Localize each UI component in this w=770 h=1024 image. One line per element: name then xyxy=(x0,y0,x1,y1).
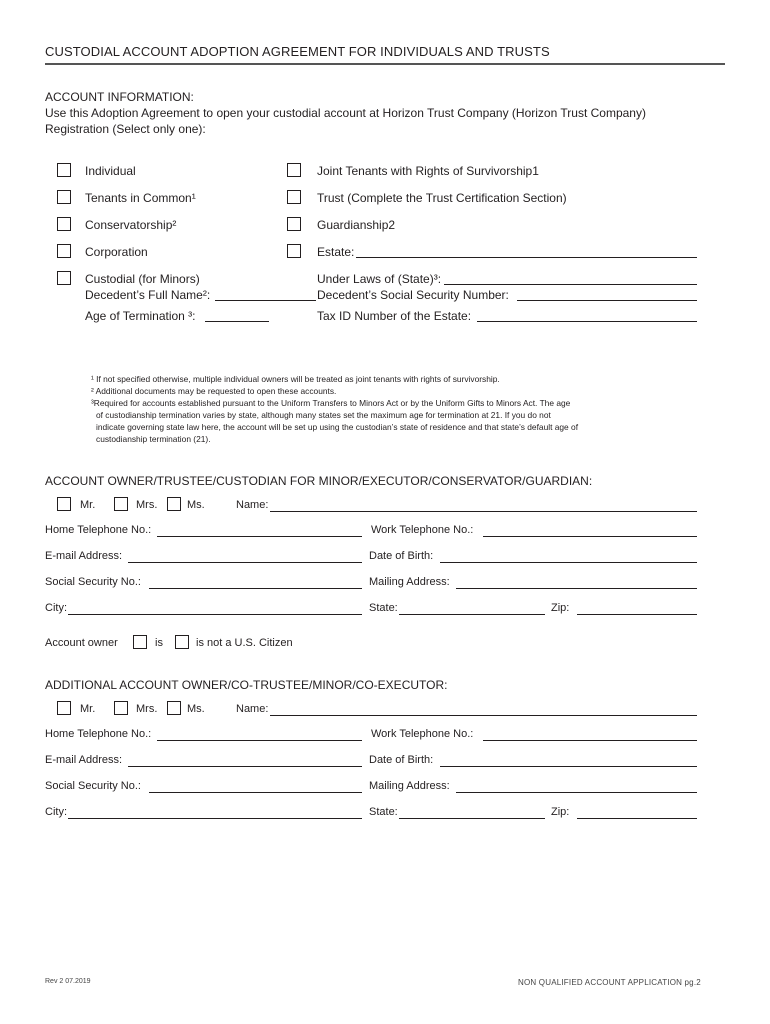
additional-work-phone-field[interactable] xyxy=(483,740,697,741)
citizen-prefix-label: Account owner xyxy=(45,637,118,649)
additional-mailing-field[interactable] xyxy=(456,792,697,793)
trust-label: Trust (Complete the Trust Certification Section) xyxy=(317,191,567,205)
page-title: CUSTODIAL ACCOUNT ADOPTION AGREEMENT FOR INDIVIDUALS AND TRUSTS xyxy=(45,44,550,59)
corporation-checkbox[interactable] xyxy=(57,244,71,258)
owner-state-label: State: xyxy=(369,602,398,614)
corporation-label: Corporation xyxy=(85,245,148,259)
joint-tenants-label: Joint Tenants with Rights of Survivorship1 xyxy=(317,164,539,178)
owner-name-label: Name: xyxy=(236,499,269,511)
owner-zip-field[interactable] xyxy=(577,614,697,615)
additional-heading: ADDITIONAL ACCOUNT OWNER/CO-TRUSTEE/MINOR/CO-EXECUTOR: xyxy=(45,678,448,692)
additional-work-phone-label: Work Telephone No.: xyxy=(371,728,474,740)
additional-name-field[interactable] xyxy=(270,715,697,716)
owner-mr-checkbox[interactable] xyxy=(57,497,71,511)
tenants-in-common-checkbox[interactable] xyxy=(57,190,71,204)
footnote-1: ¹ If not specified otherwise, multiple individual owners will be treated as joint tenants with rights of survivorship. xyxy=(91,374,500,384)
owner-home-phone-field[interactable] xyxy=(157,536,362,537)
additional-mrs-checkbox[interactable] xyxy=(114,701,128,715)
page-footer: NON QUALIFIED ACCOUNT APPLICATION pg.2 xyxy=(518,978,701,987)
additional-zip-field[interactable] xyxy=(577,818,697,819)
tax-id-label: Tax ID Number of the Estate: xyxy=(317,309,472,323)
guardianship-checkbox[interactable] xyxy=(287,217,301,231)
under-laws-label: Under Laws of (State)³: xyxy=(317,272,442,286)
additional-mrs-label: Mrs. xyxy=(136,703,158,715)
guardianship-label: Guardianship2 xyxy=(317,218,396,232)
additional-mailing-label: Mailing Address: xyxy=(369,780,450,792)
footnote-2: ² Additional documents may be requested to open these accounts. xyxy=(91,386,337,396)
owner-name-field[interactable] xyxy=(270,511,697,512)
owner-ms-label: Ms. xyxy=(187,499,205,511)
trust-checkbox[interactable] xyxy=(287,190,301,204)
additional-state-field[interactable] xyxy=(399,818,545,819)
age-termination-field[interactable] xyxy=(205,321,269,322)
owner-ssn-field[interactable] xyxy=(149,588,362,589)
conservatorship-checkbox[interactable] xyxy=(57,217,71,231)
owner-zip-label: Zip: xyxy=(551,602,570,614)
footnote-3-line2: of custodianship termination varies by state, although many states set the maximum age for termination at 21. If you do not xyxy=(96,410,551,420)
owner-city-field[interactable] xyxy=(68,614,362,615)
owner-home-phone-label: Home Telephone No.: xyxy=(45,524,152,536)
account-info-intro-line1: Use this Adoption Agreement to open your custodial account at Horizon Trust Company (Horizon Trust Company) xyxy=(45,106,646,120)
custodial-label: Custodial (for Minors) xyxy=(85,272,200,286)
estate-checkbox[interactable] xyxy=(287,244,301,258)
additional-ms-label: Ms. xyxy=(187,703,205,715)
decedent-ssn-label: Decedent’s Social Security Number: xyxy=(317,288,509,302)
citizen-is-checkbox[interactable] xyxy=(133,635,147,649)
owner-mrs-label: Mrs. xyxy=(136,499,158,511)
account-info-intro-line2: Registration (Select only one): xyxy=(45,122,206,136)
owner-dob-label: Date of Birth: xyxy=(369,550,434,562)
account-info-heading: ACCOUNT INFORMATION: xyxy=(45,90,194,104)
tax-id-field[interactable] xyxy=(477,321,697,322)
additional-ssn-field[interactable] xyxy=(149,792,362,793)
additional-dob-label: Date of Birth: xyxy=(369,754,434,766)
age-termination-label: Age of Termination ³: xyxy=(85,309,196,323)
decedent-ssn-field[interactable] xyxy=(517,300,697,301)
owner-mrs-checkbox[interactable] xyxy=(114,497,128,511)
revision-label: Rev 2 07.2019 xyxy=(45,978,91,985)
under-laws-field[interactable] xyxy=(444,284,697,285)
additional-mr-checkbox[interactable] xyxy=(57,701,71,715)
decedent-name-field[interactable] xyxy=(215,300,316,301)
additional-dob-field[interactable] xyxy=(440,766,697,767)
individual-checkbox[interactable] xyxy=(57,163,71,177)
additional-ms-checkbox[interactable] xyxy=(167,701,181,715)
owner-work-phone-label: Work Telephone No.: xyxy=(371,524,474,536)
owner-city-label: City: xyxy=(45,602,67,614)
joint-tenants-checkbox[interactable] xyxy=(287,163,301,177)
additional-name-label: Name: xyxy=(236,703,269,715)
owner-email-field[interactable] xyxy=(128,562,362,563)
tenants-in-common-label: Tenants in Common¹ xyxy=(85,191,196,205)
footnote-3-line4: custodianship termination (21). xyxy=(96,434,211,444)
owner-dob-field[interactable] xyxy=(440,562,697,563)
citizen-is-not-label: is not a U.S. Citizen xyxy=(196,637,293,649)
additional-email-field[interactable] xyxy=(128,766,362,767)
decedent-name-label: Decedent’s Full Name²: xyxy=(85,288,211,302)
owner-mailing-field[interactable] xyxy=(456,588,697,589)
additional-home-phone-field[interactable] xyxy=(157,740,362,741)
owner-email-label: E-mail Address: xyxy=(45,550,123,562)
additional-state-label: State: xyxy=(369,806,398,818)
owner-mr-label: Mr. xyxy=(80,499,96,511)
estate-label: Estate: xyxy=(317,245,355,259)
owner-state-field[interactable] xyxy=(399,614,545,615)
citizen-is-label: is xyxy=(155,637,163,649)
additional-mr-label: Mr. xyxy=(80,703,96,715)
footnote-3-line1: ³Required for accounts established pursuant to the Uniform Transfers to Minors Act or by the Uniform Gifts to Minors Act. The age xyxy=(91,398,571,408)
owner-ms-checkbox[interactable] xyxy=(167,497,181,511)
owner-mailing-label: Mailing Address: xyxy=(369,576,450,588)
additional-city-label: City: xyxy=(45,806,67,818)
custodial-checkbox[interactable] xyxy=(57,271,71,285)
additional-email-label: E-mail Address: xyxy=(45,754,123,766)
citizen-is-not-checkbox[interactable] xyxy=(175,635,189,649)
estate-field[interactable] xyxy=(356,257,697,258)
additional-zip-label: Zip: xyxy=(551,806,570,818)
owner-heading: ACCOUNT OWNER/TRUSTEE/CUSTODIAN FOR MINOR/EXECUTOR/CONSERVATOR/GUARDIAN: xyxy=(45,474,593,488)
title-divider xyxy=(45,63,725,65)
footnote-3-line3: indicate governing state law here, the account will be set up using the custodian’s state of residence and that state’s default age of xyxy=(96,422,579,432)
additional-city-field[interactable] xyxy=(68,818,362,819)
additional-home-phone-label: Home Telephone No.: xyxy=(45,728,152,740)
conservatorship-label: Conservatorship² xyxy=(85,218,177,232)
individual-label: Individual xyxy=(85,164,136,178)
additional-ssn-label: Social Security No.: xyxy=(45,780,141,792)
owner-work-phone-field[interactable] xyxy=(483,536,697,537)
owner-ssn-label: Social Security No.: xyxy=(45,576,141,588)
